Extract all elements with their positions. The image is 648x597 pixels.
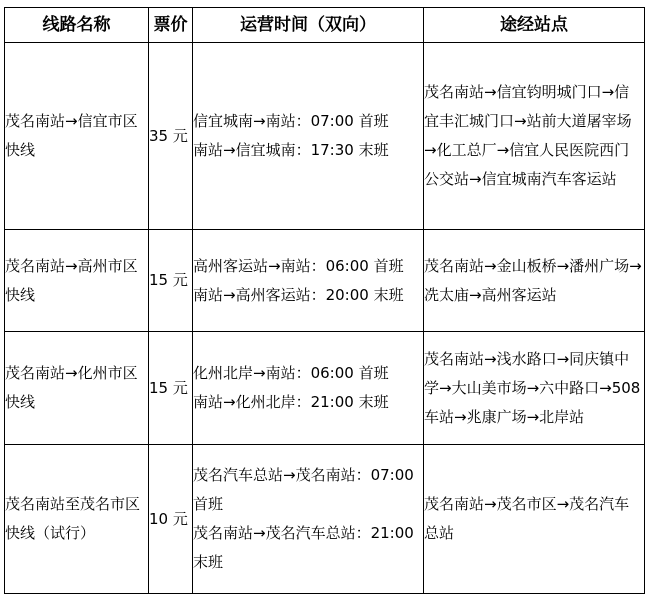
header-route: 线路名称 [5,8,149,43]
route-name: 茂名南站至茂名市区快线（试行） [5,445,149,594]
table-row [5,445,645,594]
header-stops: 途经站点 [424,8,645,43]
fare-cell: 35 元 [149,43,193,230]
table-row [5,332,645,445]
bus-route-table [4,7,645,594]
header-hours: 运营时间（双向） [193,8,424,43]
hours-cell [193,445,424,594]
table-row [5,43,645,230]
first-departure: 信宜城南→南站：07:00 首班 [193,112,389,130]
stops-cell: 茂名南站→信宜钧明城门口→信宜丰汇城门口→站前大道屠宰场→化工总厂→信宜人民医院西门公交站→信宜城南汽车客运站 [424,43,645,230]
hours-cell [193,332,424,445]
first-departure: 高州客运站→南站：06:00 首班 [193,256,404,275]
fare-cell: 15 元 [149,332,193,445]
last-departure: 南站→化州北岸：21:00 末班 [193,393,389,411]
header-row [5,8,645,43]
route-name: 茂名南站→信宜市区快线 [5,43,149,230]
first-departure: 化州北岸→南站：06:00 首班 [193,364,389,382]
route-name: 茂名南站→化州市区快线 [5,332,149,445]
fare-cell: 15 元 [149,230,193,332]
last-departure: 茂名南站→茂名汽车总站：21:00 末班 [193,524,414,571]
header-fare: 票价 [149,8,193,43]
hours-cell [193,43,424,230]
stops-cell: 茂名南站→浅水路口→同庆镇中学→大山美市场→六中路口→508 车站→兆康广场→北岸站 [424,332,645,445]
first-departure: 茂名汽车总站→茂名南站：07:00 首班 [193,466,414,513]
last-departure: 南站→高州客运站：20:00 末班 [193,285,404,304]
table-row [5,230,645,332]
hours-cell [193,230,424,332]
stops-cell: 茂名南站→茂名市区→茂名汽车总站 [424,445,645,594]
stops-cell: 茂名南站→金山板桥→潘州广场→冼太庙→高州客运站 [424,230,645,332]
route-name: 茂名南站→高州市区快线 [5,230,149,332]
last-departure: 南站→信宜城南：17:30 末班 [193,141,389,159]
fare-cell: 10 元 [149,445,193,594]
